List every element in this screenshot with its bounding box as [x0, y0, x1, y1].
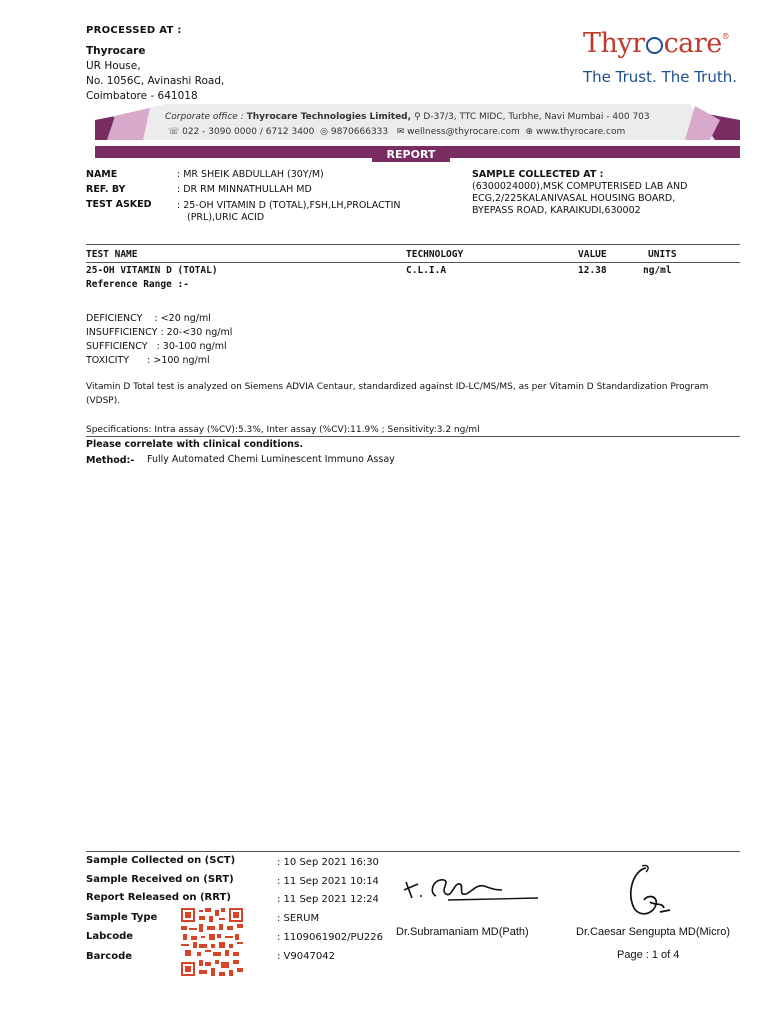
patient-name: : MR SHEIK ABDULLAH (30Y/M)	[177, 169, 324, 180]
contact-line	[168, 127, 625, 137]
specifications-note: Specifications: Intra assay (%CV):5.3%, Inter assay (%CV):11.9% ; Sensitivity:3.2 ng/ml	[86, 425, 480, 435]
email-address: wellness@thyrocare.com	[407, 127, 520, 137]
corporate-office-label: Corporate office :	[165, 112, 244, 122]
footer-rule	[86, 851, 740, 852]
method-note: Vitamin D Total test is analyzed on Siemens ADVIA Centaur, standardized against ID-LC/MS/MS, as per Vitamin D Standardization Program (VDSP).	[86, 382, 709, 406]
sample-address-line-3: BYEPASS ROAD, KARAIKUDI,630002	[472, 205, 641, 216]
doctor-subramaniam: Dr.Subramaniam MD(Path)	[396, 926, 529, 938]
srt-value: : 11 Sep 2021 10:14	[277, 876, 379, 887]
test-asked-label: TEST ASKED	[86, 199, 152, 210]
specs-rule	[86, 436, 740, 437]
logo-o-icon	[646, 37, 663, 54]
labcode-value: : 1109061902/PU226	[277, 932, 383, 943]
doctor-sengupta: Dr.Caesar Sengupta MD(Micro)	[576, 926, 731, 938]
logo-registered-mark: ®	[721, 32, 730, 41]
test-asked-value	[177, 198, 400, 225]
reference-range-list	[86, 312, 232, 368]
row-test-name: 25-OH VITAMIN D (TOTAL)	[86, 265, 218, 276]
thyrocare-logo	[583, 28, 729, 59]
range-insufficiency: INSUFFICIENCY : 20-<30 ng/ml	[86, 327, 233, 338]
whatsapp-icon: ◎	[320, 127, 328, 137]
name-label: NAME	[86, 169, 118, 180]
row-value: 12.38	[578, 265, 607, 276]
globe-icon: ⊕	[525, 127, 534, 137]
sample-address-line-2: ECG,2/225KALANIVASAL HOUSING BOARD,	[472, 193, 676, 204]
whatsapp-number: 9870666333	[330, 127, 389, 137]
sample-collected-address	[472, 181, 687, 217]
logo-tagline: The Trust. The Truth.	[583, 68, 737, 86]
corporate-address: D-37/3, TTC MIDC, Turbhe, Navi Mumbai - 400 703	[423, 112, 650, 122]
labcode-label: Labcode	[86, 931, 134, 942]
barcode-value: : V9047042	[277, 951, 335, 962]
address-line-3: Coimbatore - 641018	[86, 90, 198, 102]
srt-label: Sample Received on (SRT)	[86, 874, 234, 885]
sample-address-line-1: (6300024000),MSK COMPUTERISED LAB AND	[472, 181, 688, 192]
phone-number: 022 - 3090 0000 / 6712 3400	[182, 127, 315, 137]
method-value: Fully Automated Chemi Luminescent Immuno Assay	[147, 454, 395, 465]
reference-range-label: Reference Range :-	[86, 279, 189, 290]
processed-at-address	[86, 44, 224, 104]
sample-type-label: Sample Type	[86, 912, 158, 923]
processed-at-title: PROCESSED AT :	[86, 25, 182, 36]
phone-icon: ☏	[168, 127, 180, 137]
test-asked-line-2: (PRL),URIC ACID	[187, 212, 265, 223]
corporate-office-line	[165, 112, 650, 122]
qr-code-icon	[181, 908, 243, 976]
table-header-rule	[86, 262, 740, 263]
barcode-label: Barcode	[86, 951, 133, 962]
row-units: ng/ml	[643, 265, 672, 276]
sample-type-value: : SERUM	[277, 913, 320, 924]
rrt-value: : 11 Sep 2021 12:24	[277, 894, 379, 905]
website: www.thyrocare.com	[535, 127, 626, 137]
logo-text-right: care	[663, 28, 722, 59]
signature-sengupta-icon	[620, 862, 680, 926]
page-number: Page : 1 of 4	[617, 949, 680, 961]
sct-label: Sample Collected on (SCT)	[86, 855, 236, 866]
header-technology: TECHNOLOGY	[406, 249, 464, 260]
correlate-note: Please correlate with clinical conditions.	[86, 439, 304, 450]
address-line-2: No. 1056C, Avinashi Road,	[86, 75, 225, 87]
range-toxicity: TOXICITY : >100 ng/ml	[86, 355, 210, 366]
method-label: Method:-	[86, 455, 135, 466]
row-technology: C.L.I.A	[406, 265, 447, 276]
test-asked-line-1: : 25-OH VITAMIN D (TOTAL),FSH,LH,PROLACTIN	[177, 200, 401, 211]
header-value: VALUE	[578, 249, 607, 260]
range-deficiency: DEFICIENCY : <20 ng/ml	[86, 313, 211, 324]
report-tag: REPORT	[372, 148, 450, 162]
sample-collected-label: SAMPLE COLLECTED AT :	[472, 169, 604, 180]
logo-text-left: Thyr	[583, 28, 645, 59]
location-pin-icon: ⚲	[413, 112, 421, 122]
table-top-rule	[86, 244, 740, 245]
signature-subramaniam-icon	[398, 870, 543, 908]
email-icon: ✉	[396, 127, 405, 137]
header-test-name: TEST NAME	[86, 249, 138, 260]
rrt-label: Report Released on (RRT)	[86, 892, 231, 903]
header-units: UNITS	[648, 249, 677, 260]
ref-by-label: REF. BY	[86, 184, 126, 195]
lab-name: Thyrocare	[86, 45, 146, 57]
corporate-company: Thyrocare Technologies Limited,	[246, 112, 412, 122]
range-sufficiency: SUFFICIENCY : 30-100 ng/ml	[86, 341, 227, 352]
ref-by-value: : DR RM MINNATHULLAH MD	[177, 184, 312, 195]
address-line-1: UR House,	[86, 60, 141, 72]
sct-value: : 10 Sep 2021 16:30	[277, 857, 379, 868]
